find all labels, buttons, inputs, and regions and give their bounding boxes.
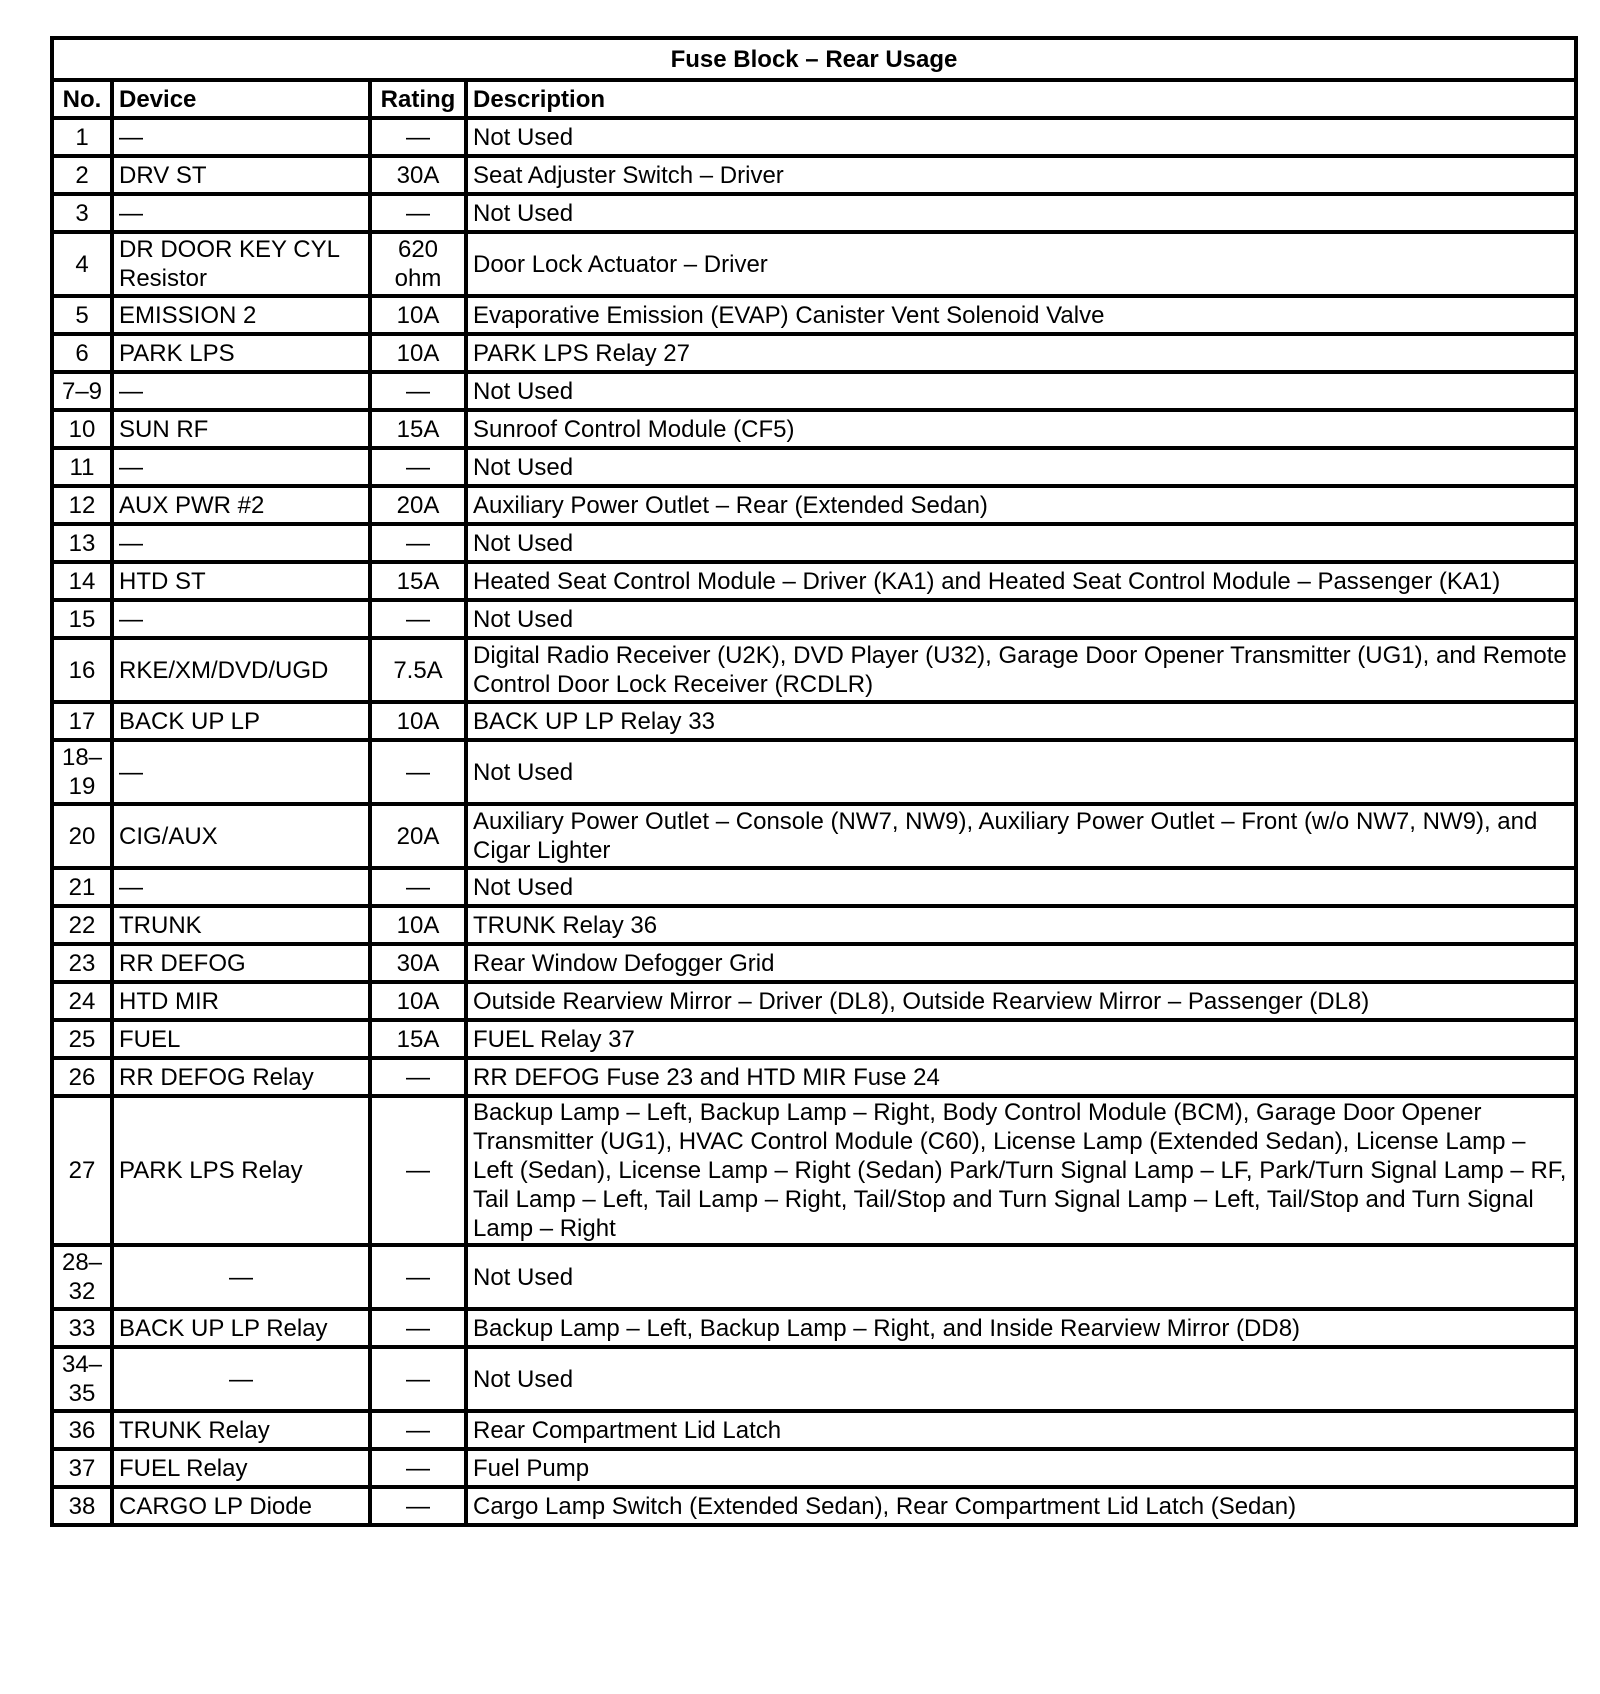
- fuse-number-cell: 26: [52, 1058, 112, 1096]
- fuse-number-cell: 13: [52, 524, 112, 562]
- fuse-number-cell: 1: [52, 118, 112, 156]
- rating-cell: —: [370, 372, 466, 410]
- fuse-number-cell: 33: [52, 1309, 112, 1347]
- rating-cell: 30A: [370, 156, 466, 194]
- table-row: [52, 118, 1576, 156]
- device-cell: DRV ST: [112, 156, 370, 194]
- table-row: [52, 1020, 1576, 1058]
- fuse-number-cell: 17: [52, 702, 112, 740]
- table-row: [52, 410, 1576, 448]
- device-cell: —: [112, 372, 370, 410]
- rating-cell: 10A: [370, 906, 466, 944]
- rating-cell: —: [370, 1347, 466, 1411]
- table-row: [52, 1096, 1576, 1245]
- fuse-number-cell: 6: [52, 334, 112, 372]
- device-cell: RKE/XM/DVD/UGD: [112, 638, 370, 702]
- rating-cell: —: [370, 1411, 466, 1449]
- description-cell: Not Used: [466, 448, 1576, 486]
- description-cell: Backup Lamp – Left, Backup Lamp – Right, and Inside Rearview Mirror (DD8): [466, 1309, 1576, 1347]
- header-device: Device: [112, 80, 370, 118]
- table-row: [52, 740, 1576, 804]
- fuse-number-cell: 20: [52, 804, 112, 868]
- description-cell: Cargo Lamp Switch (Extended Sedan), Rear Compartment Lid Latch (Sedan): [466, 1487, 1576, 1525]
- device-cell: RR DEFOG Relay: [112, 1058, 370, 1096]
- device-cell: BACK UP LP: [112, 702, 370, 740]
- device-cell: BACK UP LP Relay: [112, 1309, 370, 1347]
- description-cell: Outside Rearview Mirror – Driver (DL8), Outside Rearview Mirror – Passenger (DL8): [466, 982, 1576, 1020]
- table-row: [52, 1487, 1576, 1525]
- rating-cell: 20A: [370, 804, 466, 868]
- description-cell: Backup Lamp – Left, Backup Lamp – Right, Body Control Module (BCM), Garage Door Opener Transmitter (UG1), HVAC Control Module (C60), License Lamp (Extended Sedan), License Lamp – Left (Sedan), License Lamp – Right (Sedan) Park/Turn Signal Lamp – LF, Park/Turn Signal Lamp – RF, Tail Lamp – Left, Tail Lamp – Right, Tail/Stop and Turn Signal Lamp – Left, Tail/Stop and Turn Signal Lamp – Right: [466, 1096, 1576, 1245]
- fuse-number-cell: 27: [52, 1096, 112, 1245]
- device-cell: CIG/AUX: [112, 804, 370, 868]
- rating-cell: 30A: [370, 944, 466, 982]
- table-row: [52, 296, 1576, 334]
- device-cell: HTD MIR: [112, 982, 370, 1020]
- description-cell: Evaporative Emission (EVAP) Canister Vent Solenoid Valve: [466, 296, 1576, 334]
- table-row: [52, 1245, 1576, 1309]
- device-cell: HTD ST: [112, 562, 370, 600]
- description-cell: Not Used: [466, 740, 1576, 804]
- device-cell: SUN RF: [112, 410, 370, 448]
- fuse-number-cell: 23: [52, 944, 112, 982]
- table-row: [52, 1411, 1576, 1449]
- description-cell: Not Used: [466, 868, 1576, 906]
- table-row: [52, 600, 1576, 638]
- description-cell: Not Used: [466, 118, 1576, 156]
- table-row: [52, 1309, 1576, 1347]
- rating-cell: 15A: [370, 562, 466, 600]
- description-cell: Door Lock Actuator – Driver: [466, 232, 1576, 296]
- device-cell: PARK LPS: [112, 334, 370, 372]
- rating-cell: —: [370, 1058, 466, 1096]
- description-cell: Not Used: [466, 194, 1576, 232]
- rating-cell: 620 ohm: [370, 232, 466, 296]
- table-row: [52, 194, 1576, 232]
- table-row: [52, 486, 1576, 524]
- rating-cell: —: [370, 868, 466, 906]
- description-cell: Not Used: [466, 372, 1576, 410]
- table-row: [52, 448, 1576, 486]
- fuse-number-cell: 37: [52, 1449, 112, 1487]
- device-cell: RR DEFOG: [112, 944, 370, 982]
- fuse-number-cell: 15: [52, 600, 112, 638]
- device-cell: —: [112, 868, 370, 906]
- device-cell: —: [112, 1245, 370, 1309]
- device-cell: PARK LPS Relay: [112, 1096, 370, 1245]
- fuse-number-cell: 11: [52, 448, 112, 486]
- fuse-number-cell: 28–32: [52, 1245, 112, 1309]
- fuse-number-cell: 12: [52, 486, 112, 524]
- rating-cell: 15A: [370, 410, 466, 448]
- description-cell: Not Used: [466, 1245, 1576, 1309]
- fuse-number-cell: 36: [52, 1411, 112, 1449]
- description-cell: PARK LPS Relay 27: [466, 334, 1576, 372]
- rating-cell: 10A: [370, 702, 466, 740]
- rating-cell: 15A: [370, 1020, 466, 1058]
- table-row: [52, 524, 1576, 562]
- table-row: [52, 562, 1576, 600]
- device-cell: FUEL: [112, 1020, 370, 1058]
- description-cell: Auxiliary Power Outlet – Console (NW7, NW9), Auxiliary Power Outlet – Front (w/o NW7, NW9), and Cigar Lighter: [466, 804, 1576, 868]
- fuse-number-cell: 21: [52, 868, 112, 906]
- description-cell: Rear Window Defogger Grid: [466, 944, 1576, 982]
- fuse-number-cell: 16: [52, 638, 112, 702]
- device-cell: —: [112, 524, 370, 562]
- fuse-number-cell: 18–19: [52, 740, 112, 804]
- table-row: [52, 804, 1576, 868]
- header-description: Description: [466, 80, 1576, 118]
- device-cell: EMISSION 2: [112, 296, 370, 334]
- table-row: [52, 944, 1576, 982]
- fuse-number-cell: 7–9: [52, 372, 112, 410]
- description-cell: Not Used: [466, 1347, 1576, 1411]
- table-row: [52, 702, 1576, 740]
- fuse-number-cell: 24: [52, 982, 112, 1020]
- device-cell: TRUNK Relay: [112, 1411, 370, 1449]
- description-cell: Auxiliary Power Outlet – Rear (Extended Sedan): [466, 486, 1576, 524]
- fuse-number-cell: 34–35: [52, 1347, 112, 1411]
- fuse-number-cell: 5: [52, 296, 112, 334]
- device-cell: CARGO LP Diode: [112, 1487, 370, 1525]
- rating-cell: 20A: [370, 486, 466, 524]
- table-title: Fuse Block – Rear Usage: [52, 38, 1576, 80]
- table-row: [52, 372, 1576, 410]
- fuse-number-cell: 38: [52, 1487, 112, 1525]
- device-cell: DR DOOR KEY CYL Resistor: [112, 232, 370, 296]
- description-cell: FUEL Relay 37: [466, 1020, 1576, 1058]
- table-body: [52, 118, 1576, 1525]
- device-cell: —: [112, 1347, 370, 1411]
- description-cell: Not Used: [466, 524, 1576, 562]
- device-cell: —: [112, 740, 370, 804]
- description-cell: RR DEFOG Fuse 23 and HTD MIR Fuse 24: [466, 1058, 1576, 1096]
- rating-cell: 10A: [370, 334, 466, 372]
- rating-cell: —: [370, 1245, 466, 1309]
- table-row: [52, 868, 1576, 906]
- fuse-number-cell: 22: [52, 906, 112, 944]
- description-cell: Fuel Pump: [466, 1449, 1576, 1487]
- rating-cell: —: [370, 1487, 466, 1525]
- fuse-number-cell: 14: [52, 562, 112, 600]
- column-header-row: [52, 80, 1576, 118]
- table-row: [52, 156, 1576, 194]
- device-cell: FUEL Relay: [112, 1449, 370, 1487]
- rating-cell: 10A: [370, 296, 466, 334]
- rating-cell: 10A: [370, 982, 466, 1020]
- description-cell: TRUNK Relay 36: [466, 906, 1576, 944]
- table-header: [52, 38, 1576, 118]
- description-cell: Heated Seat Control Module – Driver (KA1) and Heated Seat Control Module – Passenger (KA1): [466, 562, 1576, 600]
- fuse-number-cell: 3: [52, 194, 112, 232]
- description-cell: Not Used: [466, 600, 1576, 638]
- description-cell: Seat Adjuster Switch – Driver: [466, 156, 1576, 194]
- rating-cell: —: [370, 118, 466, 156]
- fuse-block-table: [50, 36, 1578, 1527]
- rating-cell: —: [370, 194, 466, 232]
- rating-cell: —: [370, 524, 466, 562]
- rating-cell: —: [370, 1096, 466, 1245]
- table-row: [52, 334, 1576, 372]
- table-row: [52, 1449, 1576, 1487]
- rating-cell: —: [370, 1449, 466, 1487]
- device-cell: —: [112, 600, 370, 638]
- fuse-number-cell: 2: [52, 156, 112, 194]
- rating-cell: —: [370, 740, 466, 804]
- table-row: [52, 982, 1576, 1020]
- description-cell: BACK UP LP Relay 33: [466, 702, 1576, 740]
- device-cell: —: [112, 118, 370, 156]
- title-row: [52, 38, 1576, 80]
- rating-cell: 7.5A: [370, 638, 466, 702]
- description-cell: Rear Compartment Lid Latch: [466, 1411, 1576, 1449]
- table-row: [52, 232, 1576, 296]
- table-row: [52, 1347, 1576, 1411]
- rating-cell: —: [370, 600, 466, 638]
- device-cell: TRUNK: [112, 906, 370, 944]
- device-cell: —: [112, 448, 370, 486]
- fuse-number-cell: 10: [52, 410, 112, 448]
- device-cell: —: [112, 194, 370, 232]
- rating-cell: —: [370, 448, 466, 486]
- header-no: No.: [52, 80, 112, 118]
- rating-cell: —: [370, 1309, 466, 1347]
- table-row: [52, 638, 1576, 702]
- description-cell: Digital Radio Receiver (U2K), DVD Player (U32), Garage Door Opener Transmitter (UG1), and Remote Control Door Lock Receiver (RCDLR): [466, 638, 1576, 702]
- description-cell: Sunroof Control Module (CF5): [466, 410, 1576, 448]
- device-cell: AUX PWR #2: [112, 486, 370, 524]
- header-rating: Rating: [370, 80, 466, 118]
- fuse-number-cell: 25: [52, 1020, 112, 1058]
- fuse-number-cell: 4: [52, 232, 112, 296]
- table-row: [52, 1058, 1576, 1096]
- table-row: [52, 906, 1576, 944]
